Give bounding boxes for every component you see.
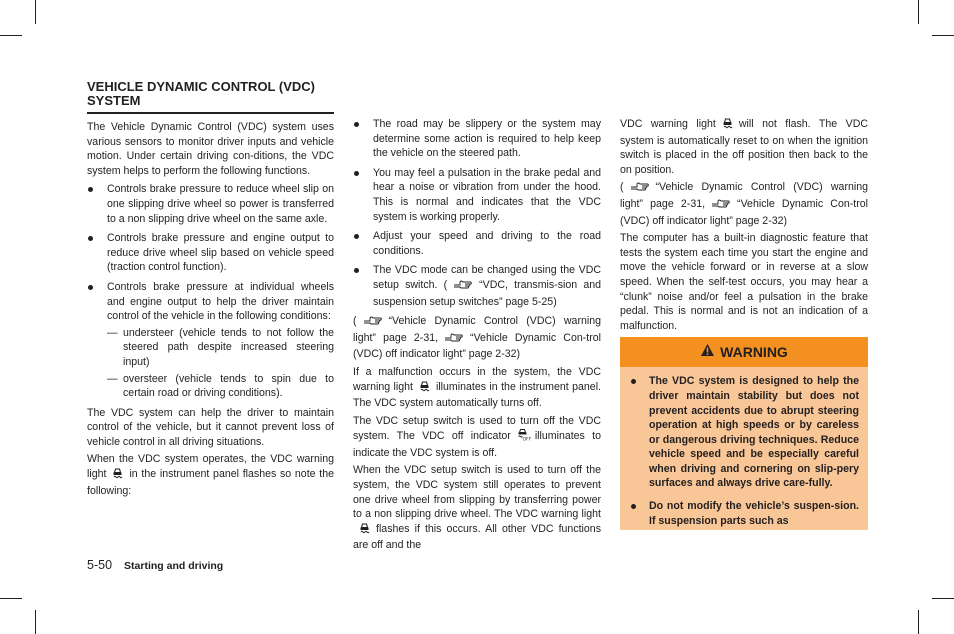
crop-mark [932,35,954,36]
crop-mark [932,598,954,599]
text-run: illuminates to indicate the VDC system is off. [353,430,602,459]
paragraph [353,365,601,411]
text-run: The VDC setup switch is used to turn off the VDC system. The VDC off indicator [353,414,601,443]
warning-header [620,337,868,367]
list-item: The road may be slippery or the system may determine some action is required to help keep the vehicle on the steered path. [353,117,601,161]
note-list [353,117,601,309]
list-item: Controls brake pressure and engine output to reduce drive wheel slip based on vehicle speed (traction control function). [87,231,334,275]
column-3 [620,117,868,530]
reference-paragraph [620,180,868,228]
text-run: flashes if this occurs. All other VDC functions are off and the [353,522,601,552]
list-item [87,280,334,401]
crop-mark [35,610,36,634]
list-item: Adjust your speed and driving to the road conditions. [353,229,601,258]
text-run: The VDC mode can be changed using the VDC setup switch. ( [373,264,601,291]
list-item-text: Controls brake pressure at individual wheels and engine output to help the driver maintain control of the vehicle in the following conditions: [107,280,334,323]
warning-triangle-icon [700,337,715,367]
text-run: in the instrument panel flashes so note the following: [87,468,334,497]
text-run: ( [353,315,357,328]
section-name: Starting and driving [124,560,224,572]
reference-pointing-hand-icon [453,279,473,295]
vdc-warning-light-icon [359,522,370,539]
reference-paragraph [353,314,601,362]
crop-mark [918,610,919,634]
text-run: “Vehicle Dynamic Con-trol (VDC) off indicator light” page 2-32) [353,331,601,361]
function-list [87,182,334,400]
text-run: “Vehicle Dynamic Control (VDC) warning light” page 2-31, [353,315,601,344]
list-item: — oversteer (vehicle tends to spin due to certain road or driving conditions). [107,372,334,401]
crop-mark [0,598,22,599]
text-run: ( [620,181,624,194]
column-2 [353,117,601,556]
list-item: The VDC system is designed to help the driver maintain stability but does not prevent accidents due to abrupt steering operation at high speeds or by careless or dangerous driving techniques. Reduce vehicle speed and be especially careful when driving and cornering on slip-pery surfaces and always drive care-fully. [630,374,859,491]
reference-pointing-hand-icon [363,315,383,331]
text-run: When the VDC setup switch is used to turn off the system, the VDC system still operates to prevent one drive wheel from slipping by transferring power to a non slipping drive wheel. The VDC warning light [353,464,601,521]
condition-list [107,326,334,401]
paragraph [353,463,601,553]
svg-text:OFF: OFF [522,437,532,443]
list-item [353,263,601,309]
crop-mark [0,35,22,36]
warning-label: WARNING [720,344,788,361]
crop-mark [918,0,919,24]
text-run: “VDC, transmis-sion and suspension setup switches” page 5-25) [373,278,601,308]
warning-box [620,337,868,530]
text-run: If a malfunction occurs in the system, the VDC warning light [353,365,601,393]
paragraph: The computer has a built-in diagnostic feature that tests the system each time you start the engine and move the vehicle forward or in reverse at a slow speed. When the self-test occurs, you may hear a “clunk” noise and/or feel a pulsation in the brake pedal. This is normal and is not an indication of a malfunction. [620,232,868,332]
list-item: Controls brake pressure to reduce wheel slip on one slipping drive wheel so power is transferred to a non slipping drive wheel on the same axle. [87,182,334,226]
intro-paragraph: The Vehicle Dynamic Control (VDC) system uses various sensors to monitor driver inputs and vehicle motion. Under certain driving con-ditions, the VDC system helps to perform the following functions. [87,121,334,177]
text-run: “Vehicle Dynamic Con-trol (VDC) off indicator light” page 2-32) [620,197,868,227]
vdc-warning-light-icon [722,117,733,134]
warning-list [620,367,868,530]
reference-pointing-hand-icon [630,181,650,197]
text-run: VDC warning light [620,118,716,130]
paragraph [353,414,601,461]
vdc-warning-light-icon [419,380,430,397]
page-footer [87,557,223,574]
vdc-warning-light-icon [112,467,123,484]
reference-pointing-hand-icon [711,198,731,214]
text-run: “Vehicle Dynamic Control (VDC) warning light” page 2-31, [620,181,868,210]
paragraph: The VDC system can help the driver to maintain control of the vehicle, but it cannot prevent loss of vehicle control in all driving situations. [87,406,334,448]
text-run: When the VDC system operates, the VDC warning light [87,453,334,481]
list-item: Do not modify the vehicle’s suspen-sion. If suspension parts such as [630,499,859,528]
paragraph [620,117,868,177]
list-item: You may feel a pulsation in the brake pedal and hear a noise or vibration from under the hood. This is normal and indicates that the VDC system is working properly. [353,166,601,224]
text-run: will not flash. The VDC system is automatically reset to on when the ignition switch is placed in the off position then back to the on position. [620,118,868,176]
reference-pointing-hand-icon [444,332,464,348]
column-1 [87,120,334,501]
page-number: 5-50 [87,558,113,572]
crop-mark [35,0,36,24]
list-item: — understeer (vehicle tends to not follow the steered path despite increased steering input) [107,326,334,370]
text-run: illuminates in the instrument panel. The VDC system automatically turns off. [353,380,601,410]
page-title: VEHICLE DYNAMIC CONTROL (VDC) SYSTEM [87,80,334,114]
vdc-off-indicator-icon [517,428,532,446]
paragraph [87,452,334,498]
